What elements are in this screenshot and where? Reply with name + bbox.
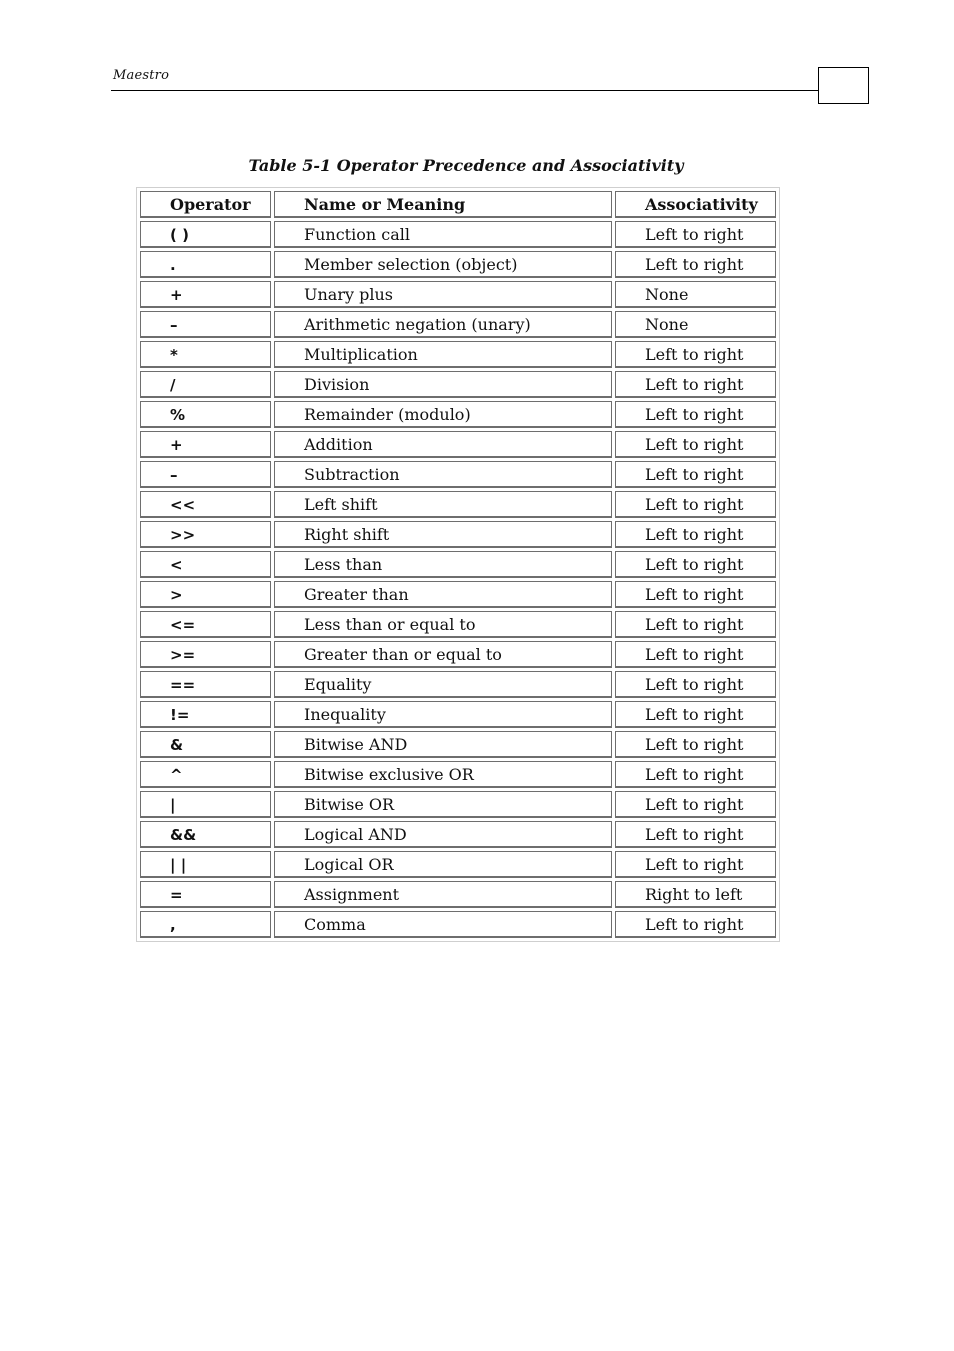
- associativity-cell: Left to right: [615, 701, 776, 728]
- table-row: [140, 851, 776, 878]
- name-cell: Assignment: [274, 881, 612, 908]
- table-row: [140, 461, 776, 488]
- operator-cell: &&: [140, 821, 271, 848]
- name-cell: Equality: [274, 671, 612, 698]
- table-row: [140, 221, 776, 248]
- table-row: [140, 581, 776, 608]
- operator-cell: ( ): [140, 221, 271, 248]
- table-row: [140, 431, 776, 458]
- operator-cell: –: [140, 311, 271, 338]
- operator-cell: >: [140, 581, 271, 608]
- associativity-cell: Left to right: [615, 251, 776, 278]
- operator-cell: >=: [140, 641, 271, 668]
- operator-cell: !=: [140, 701, 271, 728]
- name-cell: Bitwise exclusive OR: [274, 761, 612, 788]
- name-cell: Subtraction: [274, 461, 612, 488]
- operator-cell: &: [140, 731, 271, 758]
- associativity-cell: Left to right: [615, 461, 776, 488]
- name-cell: Multiplication: [274, 341, 612, 368]
- operator-cell: .: [140, 251, 271, 278]
- name-cell: Member selection (object): [274, 251, 612, 278]
- name-cell: Less than or equal to: [274, 611, 612, 638]
- associativity-cell: Left to right: [615, 431, 776, 458]
- operator-cell: ==: [140, 671, 271, 698]
- table-row: [140, 251, 776, 278]
- associativity-cell: None: [615, 311, 776, 338]
- table-row: [140, 761, 776, 788]
- name-cell: Bitwise OR: [274, 791, 612, 818]
- name-cell: Less than: [274, 551, 612, 578]
- table-row: [140, 551, 776, 578]
- associativity-cell: Left to right: [615, 491, 776, 518]
- table-row: [140, 491, 776, 518]
- operator-cell: <: [140, 551, 271, 578]
- associativity-cell: Left to right: [615, 731, 776, 758]
- operator-cell: ^: [140, 761, 271, 788]
- name-cell: Inequality: [274, 701, 612, 728]
- associativity-cell: Left to right: [615, 851, 776, 878]
- name-cell: Left shift: [274, 491, 612, 518]
- column-header-name: Name or Meaning: [274, 191, 612, 218]
- table-row: [140, 281, 776, 308]
- table-row: [140, 611, 776, 638]
- associativity-cell: Left to right: [615, 911, 776, 938]
- associativity-cell: Left to right: [615, 611, 776, 638]
- column-header-operator: Operator: [140, 191, 271, 218]
- operator-cell: | |: [140, 851, 271, 878]
- operator-cell: <=: [140, 611, 271, 638]
- name-cell: Addition: [274, 431, 612, 458]
- associativity-cell: Left to right: [615, 401, 776, 428]
- page-number-box: [818, 67, 869, 104]
- associativity-cell: Left to right: [615, 641, 776, 668]
- table-row: [140, 701, 776, 728]
- table-row: [140, 791, 776, 818]
- associativity-cell: Left to right: [615, 521, 776, 548]
- associativity-cell: Left to right: [615, 221, 776, 248]
- operator-cell: /: [140, 371, 271, 398]
- name-cell: Comma: [274, 911, 612, 938]
- operator-cell: +: [140, 431, 271, 458]
- table-header: [140, 191, 776, 218]
- table-body: [140, 221, 776, 938]
- operator-cell: <<: [140, 491, 271, 518]
- table-row: [140, 821, 776, 848]
- table-caption: Table 5-1 Operator Precedence and Associativity: [248, 156, 684, 175]
- table-row: [140, 341, 776, 368]
- header-rule: [111, 90, 819, 91]
- associativity-cell: Left to right: [615, 341, 776, 368]
- name-cell: Greater than: [274, 581, 612, 608]
- associativity-cell: Left to right: [615, 371, 776, 398]
- name-cell: Unary plus: [274, 281, 612, 308]
- name-cell: Arithmetic negation (unary): [274, 311, 612, 338]
- name-cell: Bitwise AND: [274, 731, 612, 758]
- table-header-row: [140, 191, 776, 218]
- operator-cell: +: [140, 281, 271, 308]
- name-cell: Function call: [274, 221, 612, 248]
- associativity-cell: None: [615, 281, 776, 308]
- name-cell: Logical AND: [274, 821, 612, 848]
- associativity-cell: Left to right: [615, 671, 776, 698]
- operator-cell: *: [140, 341, 271, 368]
- table-row: [140, 881, 776, 908]
- operator-cell: –: [140, 461, 271, 488]
- associativity-cell: Right to left: [615, 881, 776, 908]
- associativity-cell: Left to right: [615, 551, 776, 578]
- table-row: [140, 671, 776, 698]
- table-row: [140, 371, 776, 398]
- table-row: [140, 911, 776, 938]
- operator-table: [136, 187, 780, 942]
- associativity-cell: Left to right: [615, 761, 776, 788]
- table-row: [140, 401, 776, 428]
- associativity-cell: Left to right: [615, 791, 776, 818]
- table-row: [140, 731, 776, 758]
- table-row: [140, 521, 776, 548]
- table-row: [140, 311, 776, 338]
- running-title: Maestro: [113, 68, 170, 83]
- name-cell: Greater than or equal to: [274, 641, 612, 668]
- name-cell: Division: [274, 371, 612, 398]
- column-header-associativity: Associativity: [615, 191, 776, 218]
- name-cell: Remainder (modulo): [274, 401, 612, 428]
- operator-cell: =: [140, 881, 271, 908]
- table-row: [140, 641, 776, 668]
- operator-cell: %: [140, 401, 271, 428]
- name-cell: Logical OR: [274, 851, 612, 878]
- operator-cell: >>: [140, 521, 271, 548]
- operator-cell: |: [140, 791, 271, 818]
- associativity-cell: Left to right: [615, 581, 776, 608]
- associativity-cell: Left to right: [615, 821, 776, 848]
- name-cell: Right shift: [274, 521, 612, 548]
- operator-cell: ,: [140, 911, 271, 938]
